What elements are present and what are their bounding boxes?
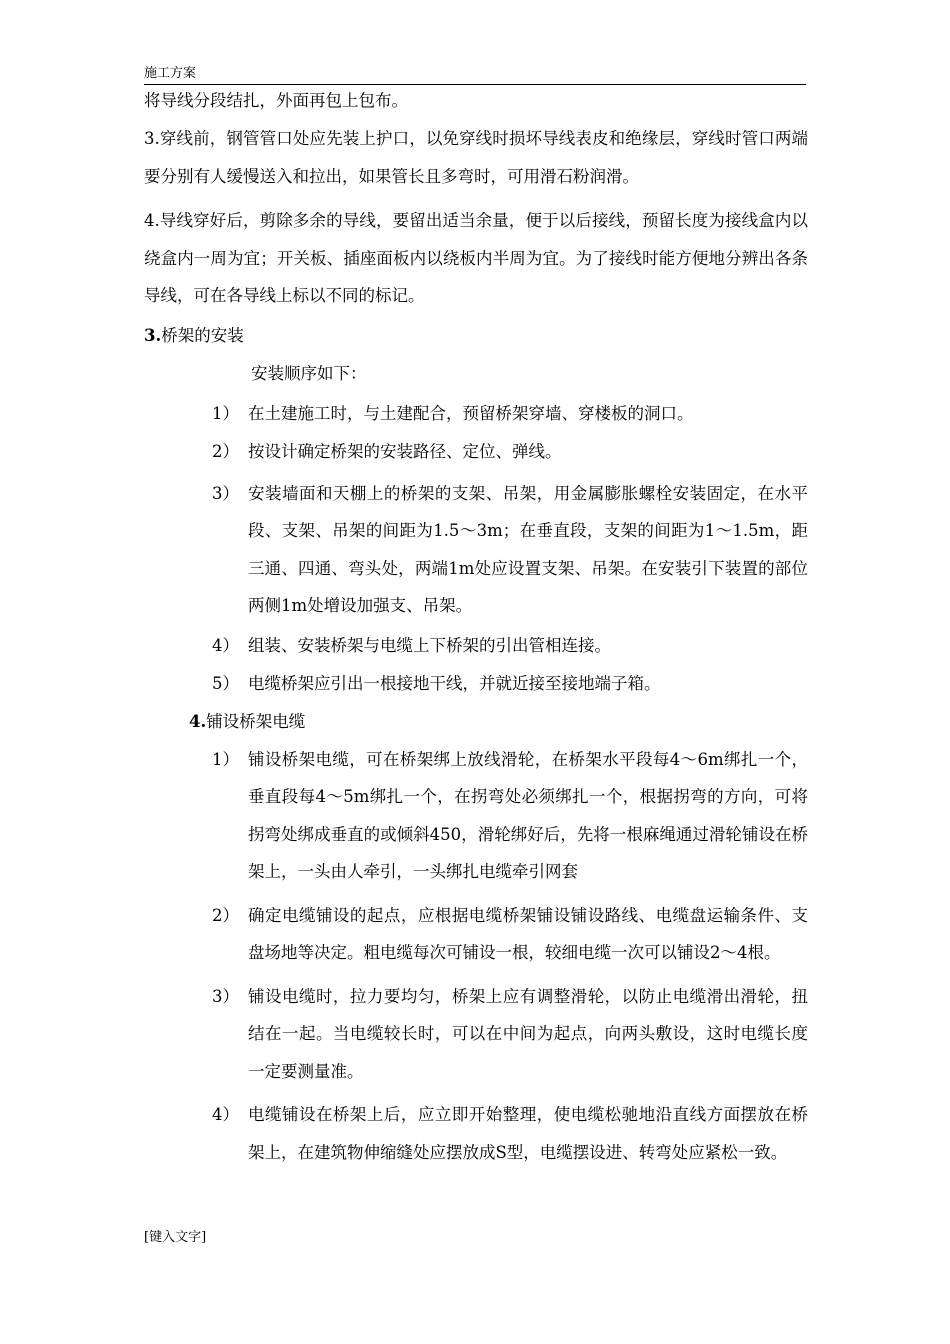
- page-header: [144, 64, 806, 85]
- list-item: [144, 475, 808, 625]
- list-item-number: 3）: [212, 483, 239, 503]
- list-item-text: 在土建施工时，与土建配合，预留桥架穿墙、穿楼板的洞口。: [248, 403, 694, 423]
- document-body: [144, 86, 808, 1177]
- section-heading: [189, 707, 808, 737]
- list-item-text: 铺设桥架电缆，可在桥架绑上放线滑轮，在桥架水平段每4～6m绑扎一个，垂直段每4～5m绑扎一个，在拐弯处必须绑扎一个，根据拐弯的方向，可将拐弯处绑成垂直的或倾斜450，滑轮绑好后，先将一根麻绳通过滑轮铺设在桥架上，一头由人牵引，一头绑扎电缆牵引网套: [248, 749, 808, 881]
- list-item-number: 3）: [212, 986, 239, 1006]
- list-item-text: 组装、安装桥架与电缆上下桥架的引出管相连接。: [248, 635, 611, 655]
- paragraph: 将导线分段结扎，外面再包上包布。: [144, 91, 408, 110]
- footer-text: [键入文字]: [144, 1230, 207, 1245]
- list-item: [144, 1096, 808, 1171]
- list-item-number: 2）: [212, 441, 239, 461]
- paragraph: 4.导线穿好后，剪除多余的导线，要留出适当余量，便于以后接线，预留长度为接线盒内以绕盒内一周为宜；开关板、插座面板内以绕板内半周为宜。为了接线时能方便地分辨出各条导线，可在各导线上标以不同的标记。: [144, 211, 808, 305]
- list-item-number: 5）: [212, 673, 239, 693]
- section-number: 4.: [189, 711, 207, 731]
- list-item: [144, 669, 808, 699]
- list-item: [144, 978, 808, 1091]
- header-title: 施工方案: [144, 66, 197, 81]
- list-item-text: 按设计确定桥架的安装路径、定位、弹线。: [248, 441, 562, 461]
- list-item-text: 电缆铺设在桥架上后，应立即开始整理，使电缆松驰地沿直线方面摆放在桥架上，在建筑物伸缩缝处应摆放成S型，电缆摆设进、转弯处应紧松一致。: [248, 1105, 808, 1162]
- list-item-number: 4）: [212, 635, 239, 655]
- page-footer: [144, 1228, 206, 1248]
- list-item-text: 安装墙面和天棚上的桥架的支架、吊架，用金属膨胀螺栓安装固定，在水平段、支架、吊架的间距为1.5～3m；在垂直段，支架的间距为1～1.5m，距三通、四通、弯头处，两端1m处应设置支架、吊架。在安装引下装置的部位两侧1m处增设加强支、吊架。: [248, 483, 808, 615]
- list-item: [144, 399, 808, 429]
- list-item-number: 1）: [212, 403, 239, 423]
- section-heading: [144, 321, 808, 351]
- list-item: [144, 437, 808, 467]
- list-item-text: 确定电缆铺设的起点，应根据电缆桥架铺设铺设路线、电缆盘运输条件、支盘场地等决定。粗电缆每次可铺设一根，较细电缆一次可以铺设2～4根。: [248, 905, 808, 962]
- section-intro: 安装顺序如下：: [251, 363, 367, 383]
- paragraph: 3.穿线前，钢管管口处应先装上护口，以免穿线时损坏导线表皮和绝缘层，穿线时管口两端要分别有人缓慢送入和拉出，如果管长且多弯时，可用滑石粉润滑。: [144, 129, 808, 186]
- section-title: 铺设桥架电缆: [206, 711, 306, 731]
- section-title: 桥架的安装: [161, 325, 244, 345]
- section-number: 3.: [144, 325, 162, 345]
- list-item-number: 2）: [212, 905, 239, 925]
- list-item: [144, 897, 808, 972]
- list-item: [144, 741, 808, 891]
- list-item-text: 铺设电缆时，拉力要均匀，桥架上应有调整滑轮，以防止电缆滑出滑轮，扭结在一起。当电缆较长时，可以在中间为起点，向两头敷设，这时电缆长度一定要测量准。: [248, 986, 808, 1081]
- list-item-number: 1）: [212, 749, 239, 769]
- list-item-text: 电缆桥架应引出一根接地干线，并就近接至接地端子箱。: [248, 673, 661, 693]
- list-item: [144, 631, 808, 661]
- list-item-number: 4）: [212, 1105, 239, 1124]
